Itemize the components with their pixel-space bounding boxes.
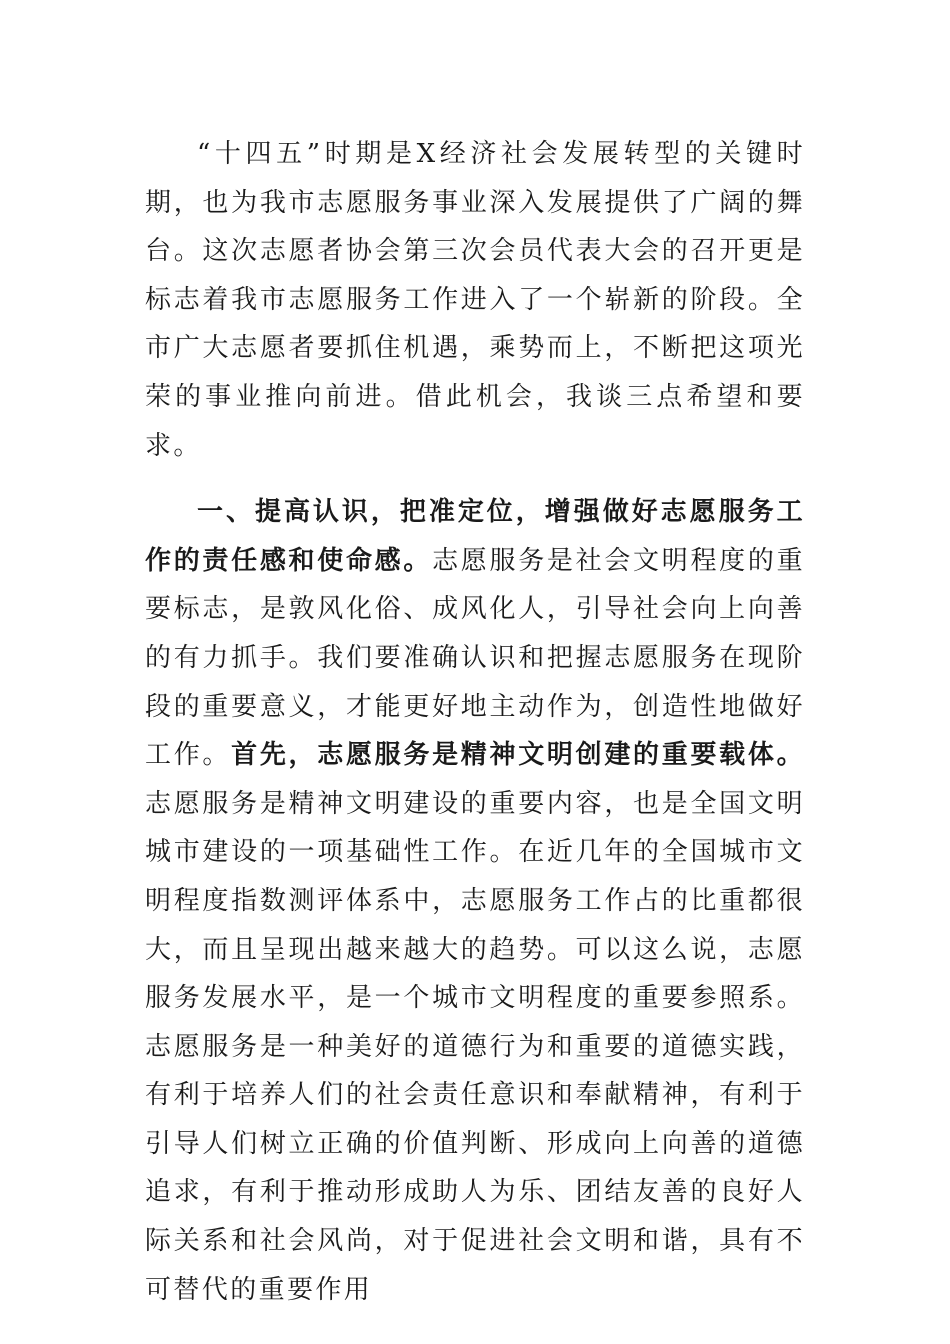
section-text-1: 志愿服务是社会文明程度的重要标志，是敦风化俗、成风化人，引导社会向上向善的有力抓手。我们要准确认识和把握志愿服务在现阶段的重要意义，才能更好地主动作为，创造性地做好工作。 xyxy=(145,545,805,771)
section-heading: 一、提高认识，把准定位，增强做好志愿服务工作的责任感和使命感。 xyxy=(145,497,805,576)
section-emphasis: 首先，志愿服务是精神文明创建的重要载体。 xyxy=(231,740,805,771)
section-text-2: 志愿服务是精神文明建设的重要内容，也是全国文明城市建设的一项基础性工作。在近几年的全国城市文明程度指数测评体系中，志愿服务工作占的比重都很大，而且呈现出越来越大的趋势。可以这么说，志愿服务发展水平，是一个城市文明程度的重要参照系。志愿服务是一种美好的道德行为和重要的道德实践，有利于培养人们的社会责任意识和奉献精神，有利于引导人们树立正确的价值判断、形成向上向善的道德追求，有利于推动形成助人为乐、团结友善的良好人际关系和社会风尚，对于促进社会文明和谐，具有不可替代的重要作用 xyxy=(145,788,805,1305)
paragraph-intro: “十四五”时期是X经济社会发展转型的关键时期，也为我市志愿服务事业深入发展提供了广阔的舞台。这次志愿者协会第三次会员代表大会的召开更是标志着我市志愿服务工作进入了一个崭新的阶段。全市广大志愿者要抓住机遇，乘势而上，不断把这项光荣的事业推向前进。借此机会，我谈三点希望和要求。 xyxy=(145,139,805,461)
paragraph-section-one xyxy=(145,488,805,1314)
document-body xyxy=(145,130,805,1314)
